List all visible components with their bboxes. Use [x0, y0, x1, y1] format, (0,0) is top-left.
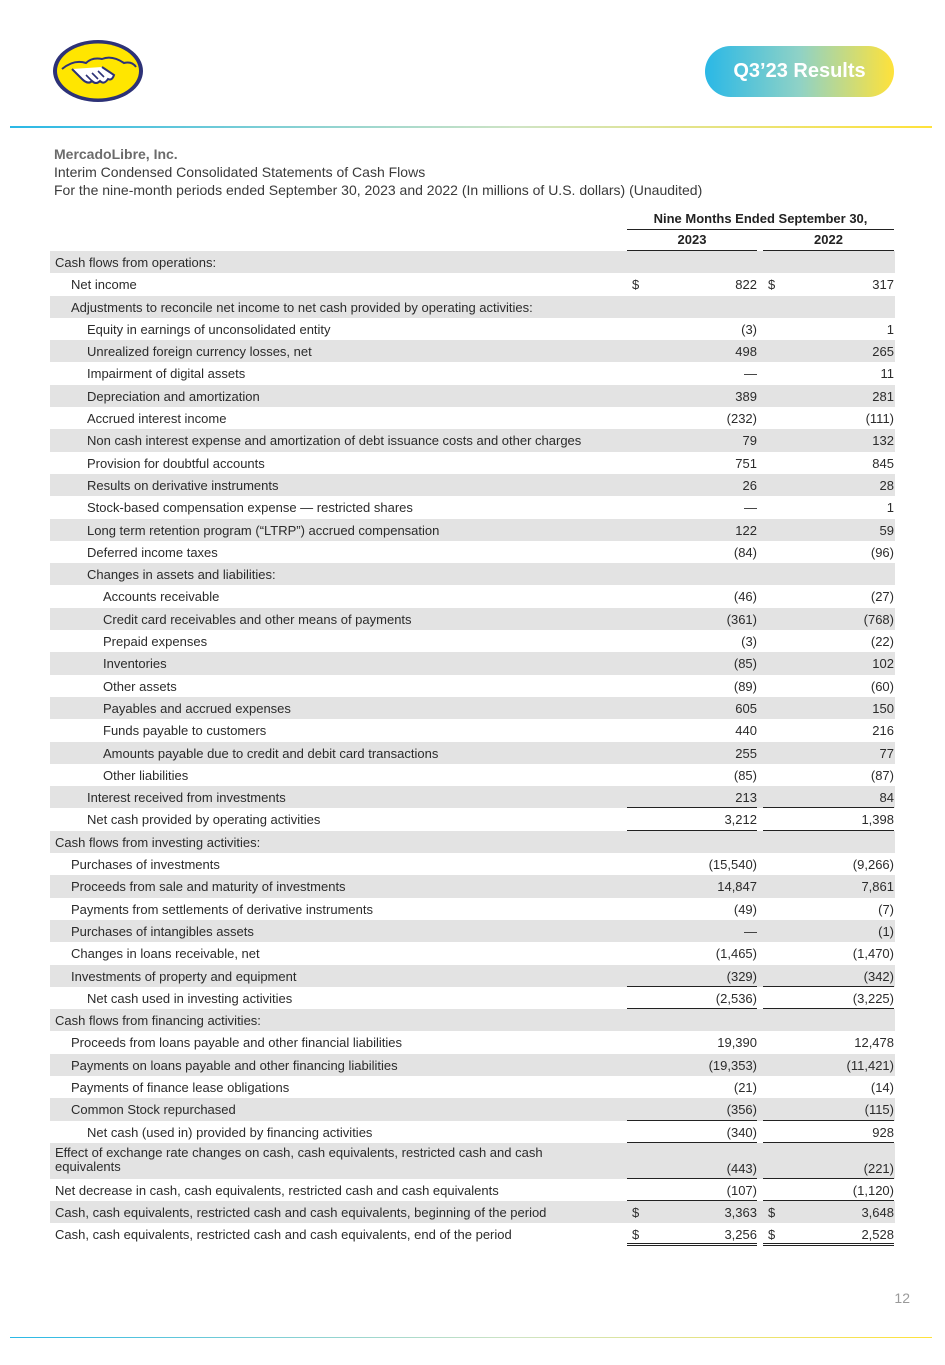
- table-row: [50, 831, 895, 853]
- statement-title: Interim Condensed Consolidated Statements of Cash Flows: [54, 164, 426, 180]
- table-row: [50, 1143, 895, 1179]
- table-row: [50, 1201, 895, 1223]
- table-row: [50, 853, 895, 875]
- year-2022-header: 2022: [763, 232, 894, 252]
- value-2022: 2,528: [861, 1227, 894, 1243]
- table-row: [50, 764, 895, 786]
- bottom-divider: [10, 1337, 932, 1338]
- value-2022: 317: [872, 277, 894, 293]
- table-row: [50, 675, 895, 697]
- table-row: [50, 1179, 895, 1201]
- table-row: [50, 942, 895, 964]
- value-2023: (21): [733, 1079, 757, 1095]
- value-2022: 11: [880, 366, 894, 382]
- page-number: 12: [894, 1290, 910, 1306]
- value-2022: (9,266): [852, 857, 894, 873]
- value-2022: 216: [872, 723, 894, 739]
- row-label: Other assets: [103, 678, 177, 694]
- table-row: [50, 786, 895, 808]
- row-label: Net cash used in investing activities: [87, 990, 293, 1006]
- table-row: [50, 385, 895, 407]
- value-2022: (11,421): [846, 1057, 894, 1073]
- row-label: Net decrease in cash, cash equivalents, restricted cash and cash equivalents: [55, 1182, 499, 1198]
- row-label: Interest received from investments: [87, 790, 286, 806]
- value-2022: (1,120): [852, 1182, 894, 1198]
- value-2023: (2,536): [715, 990, 757, 1006]
- value-2022: 59: [879, 522, 894, 538]
- row-label: Proceeds from sale and maturity of investments: [71, 879, 346, 895]
- value-2022: (96): [870, 544, 894, 560]
- row-label: Cash, cash equivalents, restricted cash and cash equivalents, beginning of the period: [55, 1205, 547, 1221]
- row-label: Equity in earnings of unconsolidated entity: [87, 321, 331, 337]
- value-2023: (107): [726, 1182, 757, 1198]
- table-row: [50, 1098, 895, 1120]
- table-row: [50, 875, 895, 897]
- table-row: [50, 920, 895, 942]
- value-2022: (22): [870, 634, 894, 650]
- table-row: [50, 296, 895, 318]
- row-label: Changes in loans receivable, net: [71, 946, 260, 962]
- value-2023: 498: [735, 344, 757, 360]
- cash-flow-table: [50, 207, 895, 1246]
- table-row: [50, 1009, 895, 1031]
- value-2023: (89): [733, 678, 757, 694]
- value-2022: 77: [879, 745, 894, 761]
- value-2023: (3): [741, 321, 757, 337]
- value-2023: —: [744, 923, 757, 939]
- value-2022: 150: [872, 700, 894, 716]
- value-2022: (3,225): [852, 990, 894, 1006]
- row-label: Payables and accrued expenses: [103, 700, 291, 716]
- value-2023: (356): [726, 1102, 757, 1118]
- table-row: [50, 808, 895, 830]
- value-2023: (443): [726, 1160, 757, 1176]
- row-label: Payments of finance lease obligations: [71, 1079, 290, 1095]
- row-label: Impairment of digital assets: [87, 366, 246, 382]
- value-2022: 845: [872, 455, 894, 471]
- value-2022: 102: [872, 656, 894, 672]
- table-row: [50, 452, 895, 474]
- year-header-row: [50, 229, 895, 251]
- row-label: Adjustments to reconcile net income to net cash provided by operating activities:: [71, 299, 533, 315]
- table-row: [50, 519, 895, 541]
- value-2022: 1: [886, 500, 894, 516]
- row-label: Provision for doubtful accounts: [87, 455, 265, 471]
- value-2023: 822: [735, 277, 757, 293]
- value-2022: (60): [870, 678, 894, 694]
- row-label: Amounts payable due to credit and debit card transactions: [103, 745, 439, 761]
- value-2023: (3): [741, 634, 757, 650]
- value-2022: (1,470): [852, 946, 894, 962]
- table-row: [50, 585, 895, 607]
- value-2023: (49): [733, 901, 757, 917]
- row-label: Depreciation and amortization: [87, 388, 260, 404]
- row-label: Net income: [71, 277, 137, 293]
- value-2023: (85): [733, 656, 757, 672]
- value-2022: 1: [886, 321, 894, 337]
- value-2023: (85): [733, 767, 757, 783]
- value-2022: 3,648: [861, 1205, 894, 1221]
- value-2023: (19,353): [708, 1057, 757, 1073]
- value-2023: (15,540): [708, 857, 757, 873]
- value-2023: 3,363: [724, 1205, 757, 1221]
- row-label: Stock-based compensation expense — restricted shares: [87, 500, 413, 516]
- table-row: [50, 965, 895, 987]
- row-label: Other liabilities: [103, 767, 189, 783]
- value-2022: 1,398: [861, 812, 894, 828]
- table-row: [50, 697, 895, 719]
- value-2023: (84): [733, 544, 757, 560]
- row-label: Credit card receivables and other means of payments: [103, 611, 412, 627]
- row-label: Cash flows from operations:: [55, 255, 217, 270]
- row-label: Results on derivative instruments: [87, 477, 279, 493]
- table-row: [50, 474, 895, 496]
- currency-symbol: $: [768, 1227, 776, 1243]
- row-label: Proceeds from loans payable and other financial liabilities: [71, 1035, 402, 1051]
- value-2023: (361): [726, 611, 757, 627]
- value-2022: 928: [872, 1124, 894, 1140]
- table-row: [50, 742, 895, 764]
- results-badge: Q3’23 Results: [705, 46, 894, 97]
- table-row: [50, 898, 895, 920]
- value-2023: 26: [742, 477, 757, 493]
- table-row: [50, 652, 895, 674]
- mercadolibre-logo: [52, 39, 145, 103]
- value-2023: 751: [735, 455, 757, 471]
- value-2022: 132: [872, 433, 894, 449]
- table-row: [50, 1223, 895, 1245]
- value-2023: 79: [742, 433, 757, 449]
- row-label: Cash flows from investing activities:: [55, 834, 261, 850]
- value-2023: 255: [735, 745, 757, 761]
- currency-symbol: $: [768, 1205, 776, 1221]
- value-2022: (27): [870, 589, 894, 605]
- value-2022: (87): [870, 767, 894, 783]
- row-label: Purchases of investments: [71, 857, 220, 873]
- row-label: Payments on loans payable and other financing liabilities: [71, 1057, 398, 1073]
- row-label: Changes in assets and liabilities:: [87, 567, 276, 583]
- value-2022: 265: [872, 344, 894, 360]
- value-2022: (14): [870, 1079, 894, 1095]
- table-row: [50, 1121, 895, 1143]
- row-label: Prepaid expenses: [103, 634, 208, 650]
- value-2023: —: [744, 366, 757, 382]
- table-row: [50, 318, 895, 340]
- row-label: Accounts receivable: [103, 589, 220, 605]
- row-label: Funds payable to customers: [103, 723, 267, 739]
- handshake-icon: [52, 39, 145, 103]
- table-row: [50, 362, 895, 384]
- value-2023: 14,847: [717, 879, 757, 895]
- table-row: [50, 251, 895, 273]
- value-2022: (1): [878, 923, 894, 939]
- value-2022: 12,478: [854, 1035, 894, 1051]
- column-span-header: [50, 207, 895, 229]
- row-label: Common Stock repurchased: [71, 1102, 236, 1118]
- table-row: [50, 407, 895, 429]
- value-2022: (7): [878, 901, 894, 917]
- row-label: Purchases of intangibles assets: [71, 923, 254, 939]
- value-2023: 122: [735, 522, 757, 538]
- table-row: [50, 630, 895, 652]
- year-2023-header: 2023: [627, 232, 757, 252]
- value-2022: 28: [879, 477, 894, 493]
- value-2023: 605: [735, 700, 757, 716]
- statement-header: [54, 145, 702, 199]
- currency-symbol: $: [632, 1205, 640, 1221]
- value-2023: (329): [726, 968, 757, 984]
- company-name: MercadoLibre, Inc.: [54, 146, 178, 162]
- table-row: [50, 1076, 895, 1098]
- value-2022: (768): [863, 611, 894, 627]
- row-label: Accrued interest income: [87, 411, 227, 427]
- value-2023: 440: [735, 723, 757, 739]
- table-row: [50, 496, 895, 518]
- row-label: Net cash provided by operating activities: [87, 812, 321, 828]
- value-2023: (340): [726, 1124, 757, 1140]
- value-2022: (115): [864, 1102, 894, 1118]
- value-2022: 281: [872, 388, 894, 404]
- table-row: [50, 429, 895, 451]
- currency-symbol: $: [768, 277, 776, 293]
- table-row: [50, 340, 895, 362]
- row-label: Payments from settlements of derivative instruments: [71, 901, 374, 917]
- row-label: Non cash interest expense and amortization of debt issuance costs and other charges: [87, 433, 582, 449]
- value-2023: 3,212: [724, 812, 757, 828]
- value-2022: (111): [865, 411, 894, 427]
- period-header: Nine Months Ended September 30,: [627, 211, 894, 230]
- row-label: Unrealized foreign currency losses, net: [87, 344, 312, 360]
- table-row: [50, 1031, 895, 1053]
- row-label: Effect of exchange rate changes on cash, cash equivalents, restricted cash and cash equivalents: [55, 1144, 543, 1174]
- row-label: Long term retention program (“LTRP”) accrued compensation: [87, 522, 440, 538]
- currency-symbol: $: [632, 1227, 640, 1243]
- table-row: [50, 608, 895, 630]
- value-2022: 84: [879, 790, 894, 806]
- row-label: Net cash (used in) provided by financing activities: [87, 1124, 373, 1140]
- statement-period: For the nine-month periods ended September 30, 2023 and 2022 (In millions of U.S. dollars) (Unaudited): [54, 182, 703, 198]
- value-2022: 7,861: [861, 879, 894, 895]
- value-2023: —: [744, 500, 757, 516]
- table-row: [50, 987, 895, 1009]
- currency-symbol: $: [632, 277, 640, 293]
- table-row: [50, 1054, 895, 1076]
- value-2022: (342): [863, 968, 894, 984]
- value-2023: (46): [733, 589, 757, 605]
- row-label: Cash flows from financing activities:: [55, 1013, 261, 1029]
- value-2023: 213: [735, 790, 757, 806]
- table-row: [50, 541, 895, 563]
- row-label: Deferred income taxes: [87, 544, 218, 560]
- row-label: Investments of property and equipment: [71, 968, 297, 984]
- row-label: Inventories: [103, 656, 167, 672]
- value-2023: 389: [735, 388, 757, 404]
- table-row: [50, 563, 895, 585]
- value-2023: (1,465): [715, 946, 757, 962]
- top-divider: [10, 126, 932, 128]
- row-label: Cash, cash equivalents, restricted cash and cash equivalents, end of the period: [55, 1227, 512, 1243]
- value-2022: (221): [863, 1160, 894, 1176]
- table-row: [50, 273, 895, 295]
- table-body: [50, 251, 895, 1246]
- value-2023: (232): [726, 411, 757, 427]
- table-row: [50, 719, 895, 741]
- value-2023: 3,256: [724, 1227, 757, 1243]
- value-2023: 19,390: [717, 1035, 757, 1051]
